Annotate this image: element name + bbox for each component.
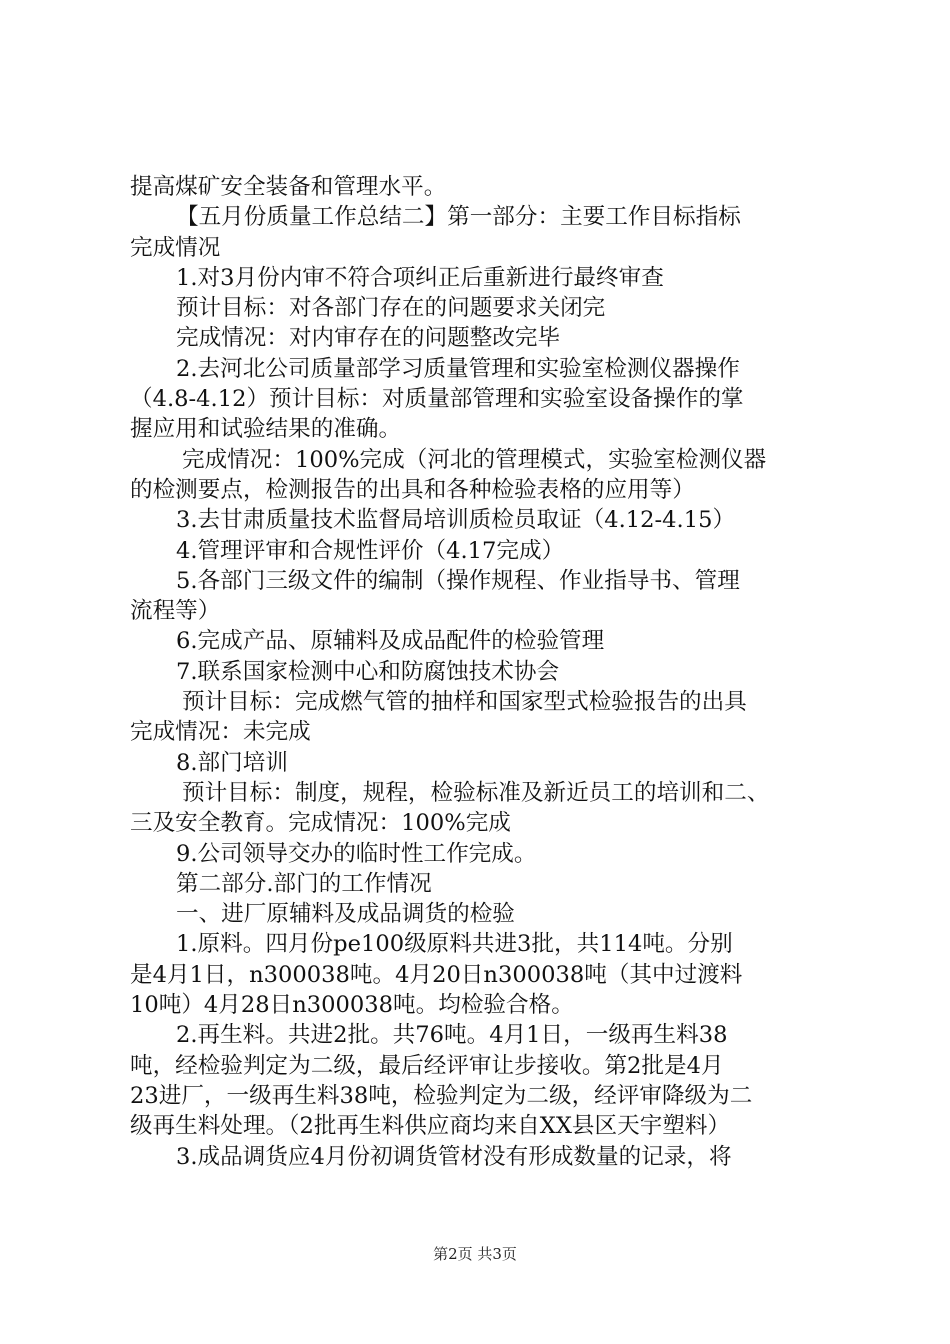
text-line: 1.原料。四月份pe100级原料共进3批，共114吨。分别 [176, 931, 733, 958]
text-line: 是4月1日，n300038吨。4月20日n300038吨（其中过渡料 [130, 961, 743, 988]
text-line: 握应用和试验结果的准确。 [130, 416, 402, 443]
text-line: 完成情况：未完成 [130, 719, 311, 746]
text-line: 一、进厂原辅料及成品调货的检验 [176, 901, 515, 928]
text-line: 9.公司领导交办的临时性工作完成。 [176, 840, 537, 867]
text-line: 5.各部门三级文件的编制（操作规程、作业指导书、管理 [176, 567, 740, 594]
text-line: 预计目标：制度，规程，检验标准及新近员工的培训和二、 [182, 779, 770, 806]
page-footer: 第2页 共3页 [433, 1245, 517, 1263]
text-line: 第二部分.部门的工作情况 [176, 870, 432, 897]
text-line: 预计目标：完成燃气管的抽样和国家型式检验报告的出具 [182, 689, 747, 716]
text-line: 3.去甘肃质量技术监督局培训质检员取证（4.12-4.15） [176, 507, 736, 534]
text-line: 3.成品调货应4月份初调货管材没有形成数量的记录，将 [176, 1143, 732, 1170]
text-line: 完成情况：对内审存在的问题整改完毕 [176, 325, 561, 352]
text-line: 吨，经检验判定为二级，最后经评审让步接收。第2批是4月 [130, 1052, 724, 1079]
text-line: 23进厂，一级再生料38吨，检验判定为二级，经评审降级为二 [130, 1082, 753, 1109]
text-line: 【五月份质量工作总结二】第一部分：主要工作目标指标 [176, 204, 741, 231]
text-line: 7.联系国家检测中心和防腐蚀技术协会 [176, 658, 560, 685]
text-line: 8.部门培训 [176, 749, 288, 776]
text-line: 三及安全教育。完成情况：100%完成 [130, 810, 511, 837]
text-line: 完成情况：100%完成（河北的管理模式，实验室检测仪器 [182, 446, 767, 473]
text-line: 完成情况 [130, 234, 221, 261]
text-line: 级再生料处理。（2批再生料供应商均来自XX县区天宇塑料） [130, 1113, 731, 1140]
document-body [130, 172, 830, 1172]
text-line: 流程等） [130, 598, 221, 625]
text-line: 1.对3月份内审不符合项纠正后重新进行最终审查 [176, 264, 664, 291]
text-line: 2.再生料。共进2批。共76吨。4月1日，一级再生料38 [176, 1022, 728, 1049]
text-line: （4.8-4.12）预计目标：对质量部管理和实验室设备操作的掌 [130, 386, 744, 413]
text-line: 6.完成产品、原辅料及成品配件的检验管理 [176, 628, 605, 655]
text-line: 10吨）4月28日n300038吨。均检验合格。 [130, 992, 574, 1019]
text-line: 2.去河北公司质量部学习质量管理和实验室检测仪器操作 [176, 355, 740, 382]
text-line: 提高煤矿安全装备和管理水平。 [130, 174, 447, 200]
text-line: 的检测要点，检测报告的出具和各种检验表格的应用等） [130, 476, 695, 503]
text-line: 预计目标：对各部门存在的问题要求关闭完 [176, 295, 606, 322]
text-line: 4.管理评审和合规性评价（4.17完成） [176, 537, 565, 564]
